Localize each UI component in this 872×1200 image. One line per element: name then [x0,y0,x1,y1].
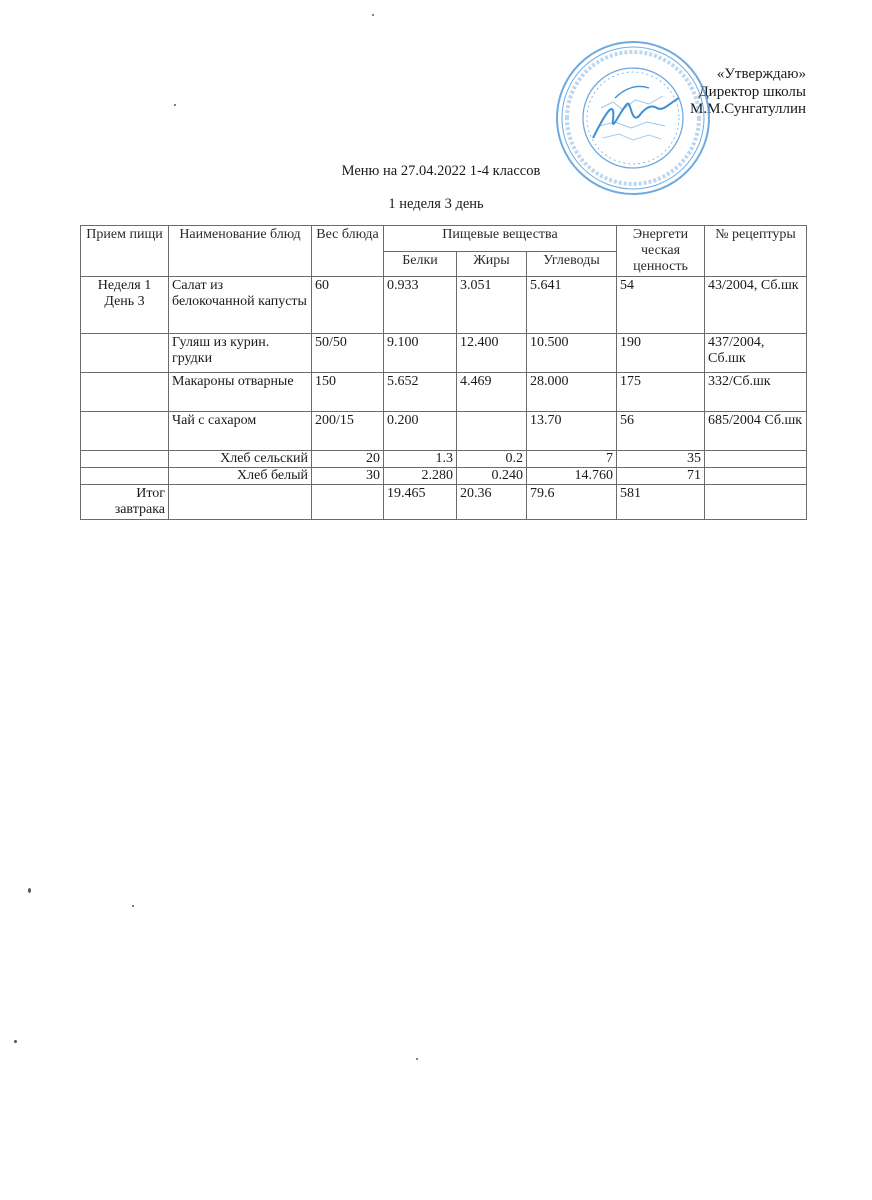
weight-cell: 50/50 [312,334,384,373]
menu-table [80,225,807,520]
fats-cell: 0.2 [457,451,527,468]
dish-cell: Чай с сахаром [169,412,312,451]
carbs-cell: 7 [527,451,617,468]
energy-cell: 56 [617,412,705,451]
weight-cell: 60 [312,277,384,334]
recipe-cell [705,468,807,485]
fats-cell: 0.240 [457,468,527,485]
table-row [81,412,807,451]
scan-speck [416,1058,418,1060]
scan-speck [372,14,374,16]
carbs-cell: 28.000 [527,373,617,412]
weight-cell: 150 [312,373,384,412]
dish-cell: Гуляш из курин. грудки [169,334,312,373]
approval-line-position: Директор школы [698,83,806,100]
energy-cell: 71 [617,468,705,485]
meal-cell [81,468,169,485]
total-energy-cell: 581 [617,485,705,520]
approval-line-approve: «Утверждаю» [716,66,806,82]
carbs-cell: 10.500 [527,334,617,373]
proteins-cell: 5.652 [384,373,457,412]
meal-cell [81,373,169,412]
menu-subtitle: 1 неделя 3 день [388,196,484,212]
dish-cell: Хлеб сельский [169,451,312,468]
header-proteins: Белки [384,251,457,277]
scan-speck [14,1040,17,1043]
header-fats: Жиры [457,251,527,277]
carbs-cell: 5.641 [527,277,617,334]
total-label-cell: Итог завтрака [81,485,169,520]
proteins-cell: 1.3 [384,451,457,468]
header-carbs: Углеводы [527,251,617,277]
scan-speck [132,905,134,907]
total-fats-cell: 20.36 [457,485,527,520]
weight-cell: 30 [312,468,384,485]
header-recipe-number: № рецептуры [705,226,807,277]
fats-cell: 4.469 [457,373,527,412]
table-row [81,277,807,334]
meal-cell [81,412,169,451]
carbs-cell: 14.760 [527,468,617,485]
meal-cell: Неделя 1 День 3 [81,277,169,334]
dish-cell [169,485,312,520]
energy-cell: 54 [617,277,705,334]
energy-cell: 190 [617,334,705,373]
scan-speck [28,888,31,893]
proteins-cell: 2.280 [384,468,457,485]
proteins-cell: 0.933 [384,277,457,334]
meal-cell [81,334,169,373]
table-row [81,451,807,468]
approval-line-director-name: М.М.Сунгатуллин [690,101,806,117]
table-row [81,468,807,485]
fats-cell: 12.400 [457,334,527,373]
recipe-cell: 685/2004 Сб.шк [705,412,807,451]
total-carbs-cell: 79.6 [527,485,617,520]
recipe-cell: 332/Сб.шк [705,373,807,412]
header-nutrients: Пищевые вещества [384,226,617,252]
total-proteins-cell: 19.465 [384,485,457,520]
header-meal: Прием пищи [81,226,169,277]
recipe-cell: 437/2004, Сб.шк [705,334,807,373]
dish-cell: Хлеб белый [169,468,312,485]
table-total-row [81,485,807,520]
recipe-cell [705,485,807,520]
header-weight: Вес блюда [312,226,384,277]
dish-cell: Макароны отварные [169,373,312,412]
header-dish-name: Наименование блюд [169,226,312,277]
table-row [81,373,807,412]
proteins-cell: 9.100 [384,334,457,373]
energy-cell: 35 [617,451,705,468]
fats-cell: 3.051 [457,277,527,334]
scan-speck [174,104,176,106]
table-row [81,334,807,373]
weight-cell: 200/15 [312,412,384,451]
header-energy-value: Энергети ческая ценность [617,226,705,277]
energy-cell: 175 [617,373,705,412]
menu-title: Меню на 27.04.2022 1-4 классов [341,163,541,179]
meal-cell [81,451,169,468]
fats-cell [457,412,527,451]
recipe-cell: 43/2004, Сб.шк [705,277,807,334]
weight-cell: 20 [312,451,384,468]
dish-cell: Салат из белокочанной капусты [169,277,312,334]
weight-cell [312,485,384,520]
recipe-cell [705,451,807,468]
proteins-cell: 0.200 [384,412,457,451]
signature-mark [593,86,679,138]
carbs-cell: 13.70 [527,412,617,451]
